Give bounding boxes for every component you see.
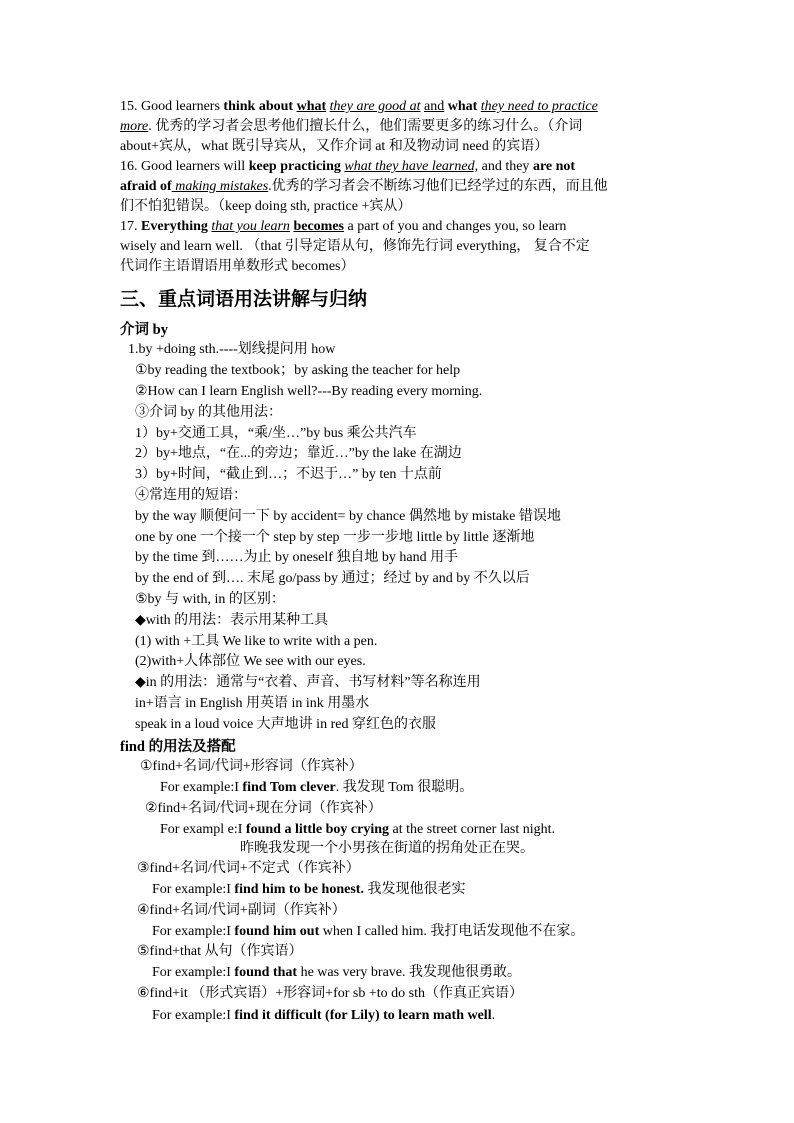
find-example-4: For example:I found him out when I called him. 我打电话发现他不在家。 <box>152 924 585 939</box>
by-line-15: (1) with +工具 We like to write with a pen. <box>135 634 378 649</box>
bold-phrase: think about <box>223 99 294 114</box>
by-line-16: (2)with+人体部位 We see with our eyes. <box>135 654 366 669</box>
by-line-17: ◆in 的用法：通常与“衣着、声音、书写材料”等名称连用 <box>135 675 481 690</box>
italic-underlined-phrase: they need to practice <box>480 99 598 114</box>
by-line-11: by the time 到……为止 by oneself 独自地 by hand 用手 <box>135 550 459 565</box>
italic-underlined-phrase: what they have learned, <box>344 159 479 174</box>
item-15-line-1 <box>120 97 598 117</box>
by-line-6: 2）by+地点，“在...的旁边；靠近…”by the lake 在湖边 <box>135 446 462 461</box>
by-line-14: ◆with 的用法：表示用某种工具 <box>135 613 329 628</box>
find-rule-4: ④find+名词/代词+副词（作宾补） <box>137 903 346 918</box>
find-example-3: For example:I find him to be honest. 我发现他很老实 <box>152 882 466 897</box>
bold-word: Everything <box>141 219 208 234</box>
by-line-19: speak in a loud voice 大声地讲 in red 穿红色的衣服 <box>135 717 436 732</box>
find-example-5: For example:I found that he was very brave. 我发现他很勇敢。 <box>152 965 522 980</box>
find-rule-6: ⑥find+it （形式宾语）+形容词+for sb +to do sth（作真正宾语） <box>137 986 523 1001</box>
bold-phrase: find Tom clever <box>242 780 336 795</box>
item-15-line-3: about+宾从，what 既引导宾从，又作介词 at 和及物动词 need 的宾语） <box>120 139 549 154</box>
underlined-word: and <box>424 99 445 114</box>
item-17-line-3: 代词作主语谓语用单数形式 becomes） <box>120 259 355 274</box>
item-number: 16. Good learners will <box>120 159 249 174</box>
item-16-line-1 <box>120 157 575 177</box>
bold-phrase: find it difficult (for Lily) to learn math well <box>234 1008 492 1023</box>
find-example-6: For example:I find it difficult (for Lily) to learn math well. <box>152 1008 496 1023</box>
find-example-2-translation: 昨晚我发现一个小男孩在街道的拐角处正在哭。 <box>240 841 534 856</box>
bold-phrase: found a little boy crying <box>245 822 390 837</box>
item-17-line-1 <box>120 217 566 237</box>
by-line-3: ②How can I learn English well?---By reading every morning. <box>135 384 483 399</box>
bold-underlined-word: becomes <box>293 219 344 234</box>
by-line-18: in+语言 in English 用英语 in ink 用墨水 <box>135 696 370 711</box>
by-line-2: ①by reading the textbook；by asking the teacher for help <box>135 363 461 378</box>
italic-underlined-word: more <box>120 119 149 134</box>
by-line-4: ③介词 by 的其他用法： <box>135 405 282 420</box>
bold-phrase: afraid of <box>120 179 172 194</box>
item-16-line-3: 们不怕犯错误。（keep doing sth, practice +宾从） <box>120 199 412 214</box>
bold-phrase: found him out <box>234 924 320 939</box>
italic-underlined-phrase: making mistakes <box>171 179 269 194</box>
bold-phrase: found that <box>234 965 298 980</box>
find-example-1: For example:I find Tom clever. 我发现 Tom 很聪明。 <box>160 780 474 795</box>
by-line-13: ⑤by 与 with, in 的区别： <box>135 592 285 607</box>
italic-underlined-phrase: that you learn <box>211 219 290 234</box>
by-line-9: by the way 顺便问一下 by accident= by chance 偶然地 by mistake 错误地 <box>135 509 561 524</box>
by-line-12: by the end of 到…. 末尾 go/pass by 通过；经过 by and by 不久以后 <box>135 571 530 586</box>
find-rule-2: ②find+名词/代词+现在分词（作宾补） <box>145 801 382 816</box>
plain-text: a part of you and changes you, so learn <box>343 219 567 234</box>
by-line-5: 1）by+交通工具，“乘/坐…”by bus 乘公共汽车 <box>135 426 417 441</box>
bold-phrase: keep practicing <box>248 159 341 174</box>
find-rule-3: ③find+名词/代词+不定式（作宾补） <box>137 861 360 876</box>
find-rule-1: ①find+名词/代词+形容词（作宾补） <box>140 759 363 774</box>
chinese-text: . 优秀的学习者会思考他们擅长什么，他们需要更多的练习什么。（介词 <box>148 119 583 134</box>
by-line-7: 3）by+时间，“截止到…；不迟于…” by ten 十点前 <box>135 467 442 482</box>
bold-word: what <box>447 99 478 114</box>
item-15-line-2 <box>120 117 582 137</box>
item-16-line-2 <box>120 177 608 197</box>
section-heading: 三、重点词语用法讲解与归纳 <box>120 288 368 310</box>
item-17-line-2: wisely and learn well. （that 引导定语从句，修饰先行词 everything， 复合不定 <box>120 239 590 254</box>
bold-underlined-word: what <box>296 99 327 114</box>
find-example-2: For exampl e:I found a little boy crying at the street corner last night. <box>160 822 556 837</box>
subheading-by: 介词 by <box>120 322 168 338</box>
by-line-8: ④常连用的短语： <box>135 488 247 503</box>
subheading-find: find 的用法及搭配 <box>120 739 236 755</box>
chinese-text: .优秀的学习者会不断练习他们已经学过的东西，而且他 <box>268 179 608 194</box>
find-rule-5: ⑤find+that 从句（作宾语） <box>137 944 303 959</box>
italic-underlined-phrase: they are good at <box>329 99 421 114</box>
by-line-1: 1.by +doing sth.----划线提问用 how <box>128 342 336 357</box>
item-number: 17. <box>120 219 141 234</box>
bold-phrase: are not <box>532 159 576 174</box>
plain-text: and they <box>478 159 533 174</box>
bold-phrase: find him to be honest. <box>234 882 364 897</box>
item-number: 15. Good learners <box>120 99 224 114</box>
by-line-10: one by one 一个接一个 step by step 一步一步地 little by little 逐渐地 <box>135 530 535 545</box>
